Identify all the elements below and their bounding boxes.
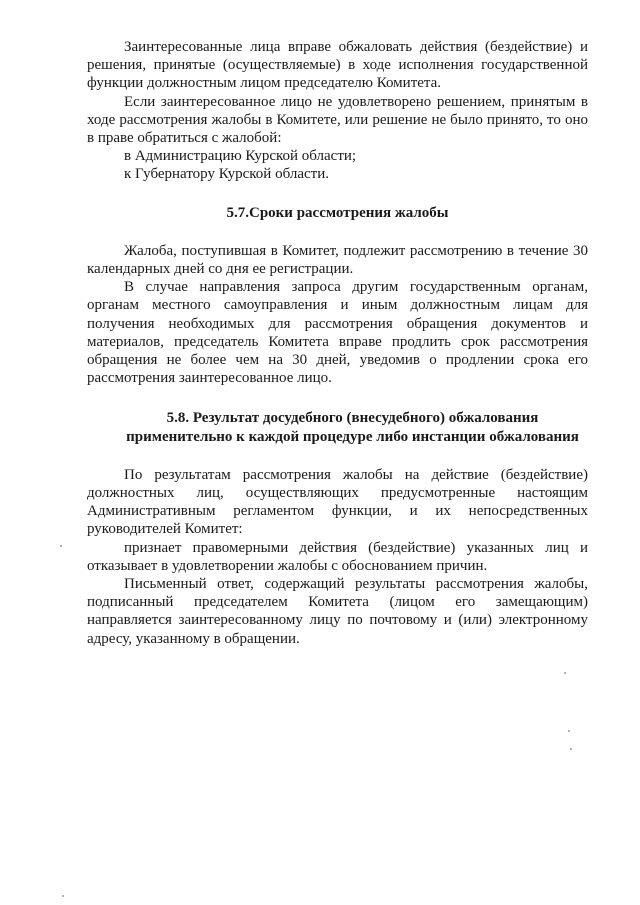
scan-speck bbox=[62, 895, 64, 897]
section-5-8-paragraph-written-answer: Письменный ответ, содержащий результаты рассмотрения жалобы, подписанный председателем Комитета (лицом его замещающим) направляется заинтересованному лицу по почтовому и (или) электронному адресу, указанному в обращении. bbox=[87, 576, 588, 647]
list-item-administration: в Администрацию Курской области; bbox=[124, 148, 357, 165]
scan-speck bbox=[570, 748, 572, 750]
scan-speck bbox=[564, 672, 566, 674]
section-5-8-paragraph-results: По результатам рассмотрения жалобы на действие (бездействие) должностных лиц, осуществляющих предусмотренные настоящим Административным регламентом функции, и их непосредственных руководителей Комитет: bbox=[87, 466, 588, 538]
intro-paragraph-dissatisfied: Если заинтересованное лицо не удовлетворено решением, принятым в ходе рассмотрения жалобы в Комитете, или решение не было принято, то оно в праве обратиться с жалобой: bbox=[87, 93, 588, 147]
section-5-7-paragraph-term: Жалоба, поступившая в Комитет, подлежит рассмотрению в течение 30 календарных дней со дня ее регистрации. bbox=[87, 242, 588, 278]
scan-speck bbox=[568, 730, 570, 732]
scan-speck bbox=[60, 545, 62, 547]
section-5-8-title-line2: применительно к каждой процедуре либо инстанции обжалования bbox=[126, 428, 579, 445]
section-5-7-title: 5.7.Сроки рассмотрения жалобы bbox=[226, 204, 449, 221]
list-item-governor: к Губернатору Курской области. bbox=[124, 166, 329, 183]
section-5-8-paragraph-recognition: признает правомерными действия (бездействие) указанных лиц и отказывает в удовлетворении жалобы с обоснованием причин. bbox=[87, 539, 588, 574]
section-5-7-paragraph-extension: В случае направления запроса другим государственным органам, органам местного самоуправления и иным должностным лицам для получения необходимых для рассмотрения обращения документов и материалов, председатель Комитета вправе продлить срок рассмотрения обращения не более чем на 30 дней, уведомив о продлении срока его рассмотрения заинтересованное лицо. bbox=[87, 279, 588, 387]
section-5-8-title-line1: 5.8. Результат досудебного (внесудебного) обжалования bbox=[166, 410, 539, 427]
intro-paragraph-appeal-rights: Заинтересованные лица вправе обжаловать действия (бездействие) и решения, принятые (осуществляемые) в ходе исполнения государственной функции должностным лицом председателю Комитета. bbox=[87, 39, 588, 92]
